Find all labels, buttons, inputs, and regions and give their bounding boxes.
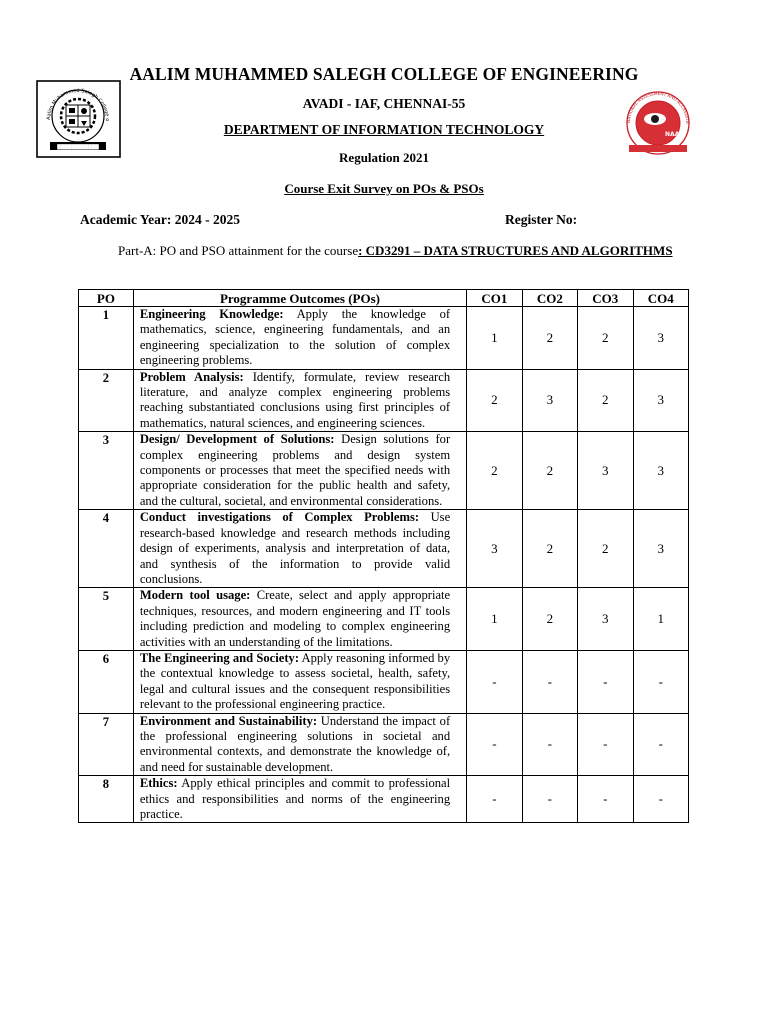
po-number: 5	[79, 588, 134, 651]
po-text: Identify, formulate, review research literature, and analyze complex engineering problems reaching substantiated conclusions using first principles of mathematics, natural sciences, and engineering sciences.	[139, 369, 451, 430]
po-description	[133, 776, 466, 823]
po-table	[78, 289, 689, 823]
po-number: 4	[79, 510, 134, 588]
header-co1: CO1	[467, 290, 522, 307]
po-number: 1	[79, 307, 134, 370]
po-title: The Engineering and Society:	[139, 650, 300, 665]
co2-value: 2	[522, 307, 577, 370]
co1-value: 3	[467, 510, 522, 588]
po-number: 6	[79, 650, 134, 713]
co3-value: 3	[578, 588, 633, 651]
course-name: : CD3291 – DATA STRUCTURES AND ALGORITHMS	[358, 243, 673, 258]
logo-ring-text: Aalim Muhammed Salegh College o	[45, 87, 111, 122]
co1-value: 1	[467, 307, 522, 370]
co1-value: 2	[467, 369, 522, 432]
naac-label: NAAC	[665, 131, 684, 138]
po-title: Environment and Sustainability:	[139, 713, 318, 728]
co3-value: -	[578, 713, 633, 776]
co4-value: -	[633, 776, 689, 823]
header-po: PO	[79, 290, 134, 307]
po-text: Design solutions for complex engineering problems and design system components or processes that meet the specified needs with appropriate consideration for the public health and safety, and the cultural, societal, and environmental considerations.	[139, 432, 451, 508]
college-name: AALIM MUHAMMED SALEGH COLLEGE OF ENGINEERING	[129, 64, 639, 84]
po-description	[133, 307, 466, 370]
co4-value: 3	[633, 307, 689, 370]
co1-value: -	[467, 776, 522, 823]
table-row	[79, 369, 689, 432]
po-description	[133, 713, 466, 776]
register-no-label: Register No:	[505, 212, 578, 227]
header-co3: CO3	[578, 290, 633, 307]
po-description	[133, 510, 466, 588]
header-outcomes: Programme Outcomes (POs)	[133, 290, 466, 307]
po-title: Conduct investigations of Complex Problems:	[139, 510, 420, 525]
co3-value: -	[578, 650, 633, 713]
header-co4: CO4	[633, 290, 689, 307]
po-number: 8	[79, 776, 134, 823]
academic-year: Academic Year: 2024 - 2025	[80, 212, 240, 227]
co4-value: 3	[633, 510, 689, 588]
co3-value: -	[578, 776, 633, 823]
po-number: 7	[79, 713, 134, 776]
po-title: Design/ Development of Solutions:	[139, 432, 335, 447]
po-description	[133, 650, 466, 713]
table-row	[79, 510, 689, 588]
part-a-line	[118, 243, 673, 259]
naac-ring-text: NATIONAL ASSESSMENT AND ACCREDITA	[626, 91, 690, 124]
survey-title: Course Exit Survey on POs & PSOs	[284, 181, 484, 196]
co2-value: -	[522, 776, 577, 823]
table-row	[79, 776, 689, 823]
po-text: Apply the knowledge of mathematics, science, engineering fundamentals, and an engineering specialization to the solution of complex engineering problems.	[139, 307, 451, 368]
po-number: 3	[79, 432, 134, 510]
co4-value: -	[633, 713, 689, 776]
po-number: 2	[79, 369, 134, 432]
po-text: Apply ethical principles and commit to professional ethics and responsibilities and norms of the engineering practice.	[139, 776, 451, 821]
po-text: Use research-based knowledge and research methods including design of experiments, analysis and interpretation of data, and synthesis of the information to provide valid conclusions.	[139, 510, 451, 586]
department-name: DEPARTMENT OF INFORMATION TECHNOLOGY	[223, 122, 545, 137]
table-row	[79, 588, 689, 651]
co1-value: -	[467, 650, 522, 713]
po-title: Modern tool usage:	[139, 588, 251, 603]
co2-value: -	[522, 713, 577, 776]
co2-value: 2	[522, 432, 577, 510]
co2-value: 2	[522, 588, 577, 651]
table-header-row	[79, 290, 689, 307]
co4-value: 1	[633, 588, 689, 651]
po-description	[133, 588, 466, 651]
co3-value: 2	[578, 510, 633, 588]
po-title: Engineering Knowledge:	[139, 307, 284, 321]
table-row	[79, 650, 689, 713]
po-text: Understand the impact of the professional engineering solutions in societal and environmental contexts, and demonstrate the knowledge of, and need for sustainable development.	[139, 713, 451, 774]
logo-motto: ████████████	[57, 145, 99, 151]
header-co2: CO2	[522, 290, 577, 307]
college-address: AVADI - IAF, CHENNAI-55	[302, 96, 466, 111]
co3-value: 2	[578, 307, 633, 370]
co1-value: -	[467, 713, 522, 776]
college-logo	[36, 80, 121, 158]
table-row	[79, 307, 689, 370]
co2-value: 3	[522, 369, 577, 432]
po-title: Problem Analysis:	[139, 369, 244, 384]
co4-value: 3	[633, 432, 689, 510]
po-description	[133, 432, 466, 510]
po-text: Apply reasoning informed by the contextual knowledge to assess societal, health, safety, legal and cultural issues and the consequent responsibilities relevant to the professional engineering practice.	[139, 650, 451, 712]
po-text: Create, select and apply appropriate techniques, resources, and modern engineering and IT tools including prediction and modeling to complex engineering activities with an understanding of the limitations.	[139, 588, 451, 649]
table-row	[79, 713, 689, 776]
regulation: Regulation 2021	[339, 150, 429, 165]
co4-value: 3	[633, 369, 689, 432]
co3-value: 2	[578, 369, 633, 432]
co1-value: 2	[467, 432, 522, 510]
co2-value: 2	[522, 510, 577, 588]
part-a-prefix: Part-A: PO and PSO attainment for the course	[118, 243, 359, 258]
po-title: Ethics:	[139, 776, 178, 791]
co4-value: -	[633, 650, 689, 713]
co1-value: 1	[467, 588, 522, 651]
co2-value: -	[522, 650, 577, 713]
po-description	[133, 369, 466, 432]
table-row	[79, 432, 689, 510]
co3-value: 3	[578, 432, 633, 510]
